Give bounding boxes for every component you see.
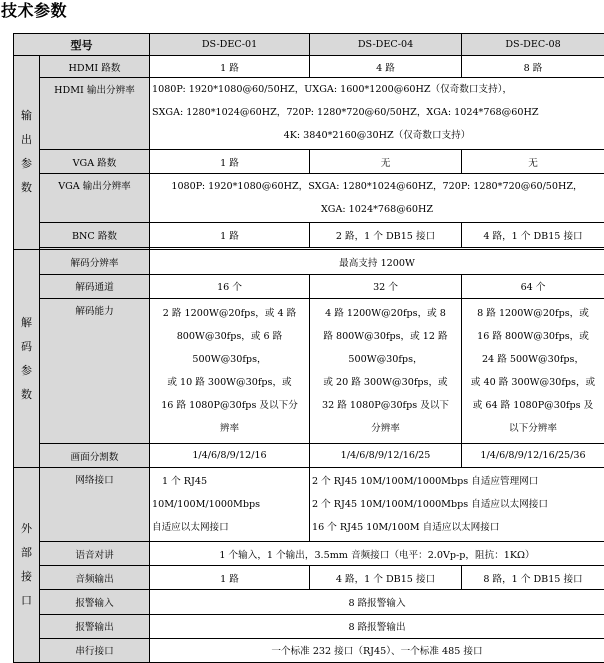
bnc-count-1: 1 路 [150,223,310,247]
group-external: 外 部 接 口 [14,468,40,663]
row-hdmi-count [14,56,604,78]
row-bnc-count [14,223,604,247]
intercom-value: 1 个输入，1 个输出，3.5mm 音频接口（电平：2.0Vp-p，阻抗：1KΩ） [150,541,604,565]
vga-count-2: 无 [310,149,462,173]
label-hdmi-res: HDMI 输出分辨率 [40,78,150,150]
label-decode-res: 解码分辨率 [40,249,150,274]
hdmi-count-1: 1 路 [150,56,310,78]
label-vga-res: VGA 输出分辨率 [40,174,150,223]
decode-channels-2: 32 个 [310,274,462,298]
row-split [14,444,604,468]
hdmi-count-2: 4 路 [310,56,462,78]
spec-table [13,33,604,663]
decode-capability-2: 4 路 1200W@20fps，或 8 路 800W@30fps，或 12 路 500W@30fps， 或 20 路 300W@30fps，或 32 路 1080P@30fps 及以下 分辨率 [310,299,462,444]
hdmi-count-3: 8 路 [462,56,604,78]
group-decode: 解 码 参 数 [14,249,40,468]
label-audio-out: 音频输出 [40,566,150,590]
alarm-in-value: 8 路报警输入 [150,590,604,614]
audio-out-1: 1 路 [150,566,310,590]
split-3: 1/4/6/8/9/12/16/25/36 [462,444,604,468]
label-split: 画面分割数 [40,444,150,468]
row-decode-res [14,249,604,274]
hdmi-res-value: 1080P: 1920*1080@60/50HZ，UXGA: 1600*1200@60HZ（仅奇数口支持）， SXGA: 1280*1024@60HZ，720P: 1280*720@60/50HZ，XGA: 1024*768@60HZ 4K: 3840*2160@30HZ（仅奇数口支持） [150,78,604,150]
vga-count-1: 1 路 [150,149,310,173]
document-title: 技术参数 [1,1,68,20]
label-alarm-out: 报警输出 [40,614,150,638]
row-network [14,468,604,542]
label-serial: 串行接口 [40,638,150,662]
vga-res-value: 1080P: 1920*1080@60HZ，SXGA: 1280*1024@60HZ，720P: 1280*720@60/50HZ， XGA: 1024*768@60HZ [150,174,604,223]
row-alarm-in [14,590,604,614]
row-intercom [14,541,604,565]
label-hdmi-count: HDMI 路数 [40,56,150,78]
row-decode-capability [14,299,604,444]
bnc-count-3: 4 路，1 个 DB15 接口 [462,223,604,247]
row-decode-channels [14,274,604,298]
row-audio-out [14,566,604,590]
audio-out-2: 4 路，1 个 DB15 接口 [310,566,462,590]
network-col1: 1 个 RJ45 10M/100M/1000Mbps 自适应以太网接口 [150,468,310,542]
model-col3: DS-DEC-08 [462,34,604,56]
decode-capability-1: 2 路 1200W@20fps，或 4 路 800W@30fps，或 6 路 500W@30fps， 或 10 路 300W@30fps，或 16 路 1080P@30fps 及以下分 辨率 [150,299,310,444]
split-2: 1/4/6/8/9/12/16/25 [310,444,462,468]
bnc-count-2: 2 路，1 个 DB15 接口 [310,223,462,247]
label-alarm-in: 报警输入 [40,590,150,614]
decode-res-value: 最高支持 1200W [150,249,604,274]
vga-count-3: 无 [462,149,604,173]
label-decode-capability: 解码能力 [40,299,150,444]
decode-channels-3: 64 个 [462,274,604,298]
network-col23: 2 个 RJ45 10M/100M/1000Mbps 自适应管理网口 2 个 RJ45 10M/100M/1000Mbps 自适应以太网接口 16 个 RJ45 10M/100M 自适应以太网接口 [310,468,604,542]
audio-out-3: 8 路，1 个 DB15 接口 [462,566,604,590]
row-hdmi-res [14,78,604,150]
model-col1: DS-DEC-01 [150,34,310,56]
model-header: 型号 [14,34,150,56]
group-output: 输 出 参 数 [14,56,40,250]
decode-channels-1: 16 个 [150,274,310,298]
decode-capability-3: 8 路 1200W@20fps，或 16 路 800W@30fps，或 24 路 500W@30fps， 或 40 路 300W@30fps，或 或 64 路 1080P@30fps 及 以下分辨率 [462,299,604,444]
label-decode-channels: 解码通道 [40,274,150,298]
row-alarm-out [14,614,604,638]
row-vga-count [14,149,604,173]
label-vga-count: VGA 路数 [40,149,150,173]
row-serial [14,638,604,662]
split-1: 1/4/6/8/9/12/16 [150,444,310,468]
model-col2: DS-DEC-04 [310,34,462,56]
header-row [14,34,604,56]
row-vga-res [14,174,604,223]
label-intercom: 语音对讲 [40,541,150,565]
serial-value: 一个标准 232 接口（RJ45）、一个标准 485 接口 [150,638,604,662]
label-network: 网络接口 [40,468,150,542]
label-bnc-count: BNC 路数 [40,223,150,247]
alarm-out-value: 8 路报警输出 [150,614,604,638]
